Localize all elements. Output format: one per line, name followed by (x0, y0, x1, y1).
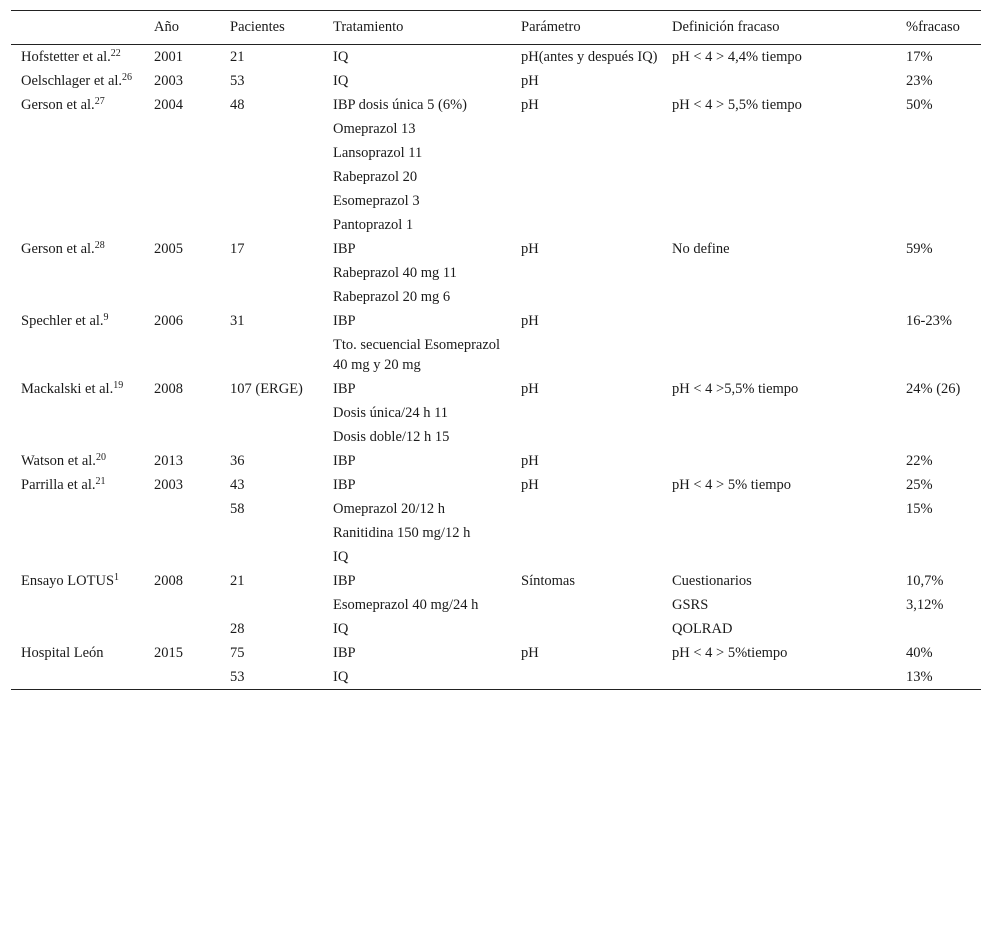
cell-failure-definition (662, 401, 896, 425)
cell-patients (220, 285, 323, 309)
cell-patients: 21 (230, 49, 245, 65)
cell-failure-definition (662, 665, 896, 690)
cell-parameter (511, 545, 662, 569)
cell-failure-percent: 25% (906, 477, 933, 493)
cell-parameter (511, 141, 662, 165)
cell-patients (220, 401, 323, 425)
cell-failure-definition (662, 213, 896, 237)
cell-failure-percent: 59% (906, 241, 933, 257)
table-row (11, 261, 981, 285)
table-body (11, 45, 981, 690)
cell-study: Hospital León (21, 645, 104, 661)
cell-failure-percent (896, 285, 981, 309)
table-row (11, 593, 981, 617)
cell-failure-definition: Cuestionarios (672, 573, 752, 589)
cell-treatment: Rabeprazol 20 mg 6 (333, 289, 451, 305)
table-row (11, 401, 981, 425)
cell-failure-percent: 10,7% (906, 573, 944, 589)
cell-parameter (511, 189, 662, 213)
cell-year: 2003 (154, 73, 183, 89)
cell-patients (220, 165, 323, 189)
header-year: Año (154, 19, 179, 35)
cell-treatment: Rabeprazol 40 mg 11 (333, 265, 457, 281)
cell-patients: 53 (230, 669, 245, 685)
cell-patients: 58 (230, 501, 245, 517)
reference-number: 9 (103, 312, 109, 323)
cell-parameter (511, 333, 662, 377)
cell-year (144, 141, 220, 165)
cell-failure-percent: 24% (26) (906, 381, 961, 397)
cell-failure-percent: 15% (906, 501, 933, 517)
header-parameter: Parámetro (521, 19, 581, 35)
cell-treatment: IQ (333, 621, 349, 637)
cell-treatment: Dosis doble/12 h 15 (333, 429, 450, 445)
table-row (11, 665, 981, 690)
cell-patients: 28 (230, 621, 245, 637)
cell-treatment: Esomeprazol 40 mg/24 h (333, 597, 479, 613)
cell-patients (220, 141, 323, 165)
cell-year: 2013 (154, 453, 183, 469)
table-row (11, 425, 981, 449)
cell-study (11, 593, 144, 617)
cell-parameter: pH (521, 453, 539, 469)
cell-treatment: IBP (333, 313, 356, 329)
cell-parameter: pH (521, 241, 539, 257)
cell-year: 2006 (154, 313, 183, 329)
cell-failure-definition (662, 521, 896, 545)
cell-year (144, 401, 220, 425)
cell-year (144, 521, 220, 545)
cell-failure-percent (896, 213, 981, 237)
cell-parameter (511, 593, 662, 617)
cell-year (144, 617, 220, 641)
table-row (11, 285, 981, 309)
cell-failure-definition (662, 425, 896, 449)
cell-treatment: Omeprazol 20/12 h (333, 501, 445, 517)
cell-year: 2015 (154, 645, 183, 661)
cell-year (144, 213, 220, 237)
cell-failure-percent: 22% (906, 453, 933, 469)
cell-failure-definition (662, 69, 896, 93)
cell-failure-percent: 23% (906, 73, 933, 89)
reference-number: 19 (113, 380, 124, 391)
cell-year: 2005 (154, 241, 183, 257)
table-row (11, 165, 981, 189)
cell-parameter: pH (521, 313, 539, 329)
cell-treatment: Rabeprazol 20 (333, 169, 418, 185)
cell-parameter (511, 213, 662, 237)
cell-year (144, 545, 220, 569)
table-row (11, 117, 981, 141)
reference-number: 1 (114, 572, 120, 583)
cell-failure-definition: pH < 4 >5,5% tiempo (672, 381, 799, 397)
cell-parameter (511, 285, 662, 309)
cell-failure-definition: No define (672, 241, 730, 257)
cell-parameter: pH (521, 97, 539, 113)
reference-number: 21 (95, 476, 106, 487)
cell-study: Hofstetter et al.$^{22}$ (21, 48, 121, 65)
cell-patients (220, 521, 323, 545)
cell-failure-percent (896, 617, 981, 641)
table-row (11, 521, 981, 545)
cell-failure-definition: QOLRAD (672, 621, 733, 637)
cell-year (144, 425, 220, 449)
cell-year (144, 497, 220, 521)
cell-treatment: IQ (333, 49, 349, 65)
table-row (11, 449, 981, 473)
cell-treatment: IQ (333, 549, 349, 565)
table-row (11, 641, 981, 665)
table-row (11, 69, 981, 93)
cell-patients: 48 (230, 97, 245, 113)
cell-study (11, 141, 144, 165)
cell-study: Ensayo LOTUS$^1$ (21, 572, 120, 589)
cell-study: Oelschlager et al.$^{26}$ (21, 72, 133, 89)
cell-patients: 21 (230, 573, 245, 589)
cell-parameter (511, 665, 662, 690)
cell-study (11, 117, 144, 141)
cell-study (11, 665, 144, 690)
cell-treatment: IBP (333, 381, 356, 397)
cell-parameter: pH (521, 73, 539, 89)
cell-failure-percent (896, 165, 981, 189)
cell-parameter (511, 425, 662, 449)
cell-failure-percent: 13% (906, 669, 933, 685)
table-row (11, 545, 981, 569)
cell-year (144, 117, 220, 141)
table-row (11, 141, 981, 165)
cell-year (144, 593, 220, 617)
cell-failure-percent (896, 141, 981, 165)
cell-patients (220, 425, 323, 449)
cell-parameter (511, 401, 662, 425)
cell-failure-percent (896, 545, 981, 569)
table-row (11, 617, 981, 641)
cell-patients (220, 189, 323, 213)
cell-parameter: pH(antes y después IQ) (521, 49, 658, 65)
cell-failure-definition: pH < 4 > 4,4% tiempo (672, 49, 802, 65)
cell-year: 2004 (154, 97, 183, 113)
cell-parameter (511, 117, 662, 141)
cell-year (144, 261, 220, 285)
reference-number: 20 (95, 452, 106, 463)
cell-failure-percent: 3,12% (906, 597, 944, 613)
cell-patients: 107 (ERGE) (230, 381, 303, 397)
cell-treatment: IBP dosis única 5 (6%) (333, 97, 467, 113)
header-row (11, 11, 981, 45)
reference-number: 28 (94, 240, 105, 251)
cell-treatment: IQ (333, 73, 349, 89)
cell-study (11, 333, 144, 377)
cell-year (144, 665, 220, 690)
cell-failure-definition (662, 497, 896, 521)
cell-parameter (511, 165, 662, 189)
header-failure-percent: %fracaso (906, 19, 960, 35)
cell-study (11, 545, 144, 569)
cell-study (11, 521, 144, 545)
cell-patients: 43 (230, 477, 245, 493)
cell-study (11, 165, 144, 189)
cell-patients (220, 117, 323, 141)
cell-parameter (511, 617, 662, 641)
cell-failure-definition (662, 285, 896, 309)
cell-patients: 31 (230, 313, 245, 329)
cell-treatment: Ranitidina 150 mg/12 h (333, 525, 471, 541)
table-row (11, 45, 981, 70)
cell-failure-percent (896, 117, 981, 141)
cell-patients (220, 213, 323, 237)
cell-treatment: IBP (333, 573, 356, 589)
cell-study: Gerson et al.$^{28}$ (21, 240, 105, 257)
cell-treatment: IBP (333, 477, 356, 493)
cell-year: 2003 (154, 477, 183, 493)
cell-failure-percent (896, 401, 981, 425)
cell-failure-definition (662, 189, 896, 213)
cell-failure-definition: pH < 4 > 5% tiempo (672, 477, 792, 493)
table-row (11, 473, 981, 497)
cell-failure-percent (896, 261, 981, 285)
cell-year: 2001 (154, 49, 183, 65)
table-row (11, 377, 981, 401)
cell-study (11, 617, 144, 641)
cell-parameter (511, 521, 662, 545)
cell-failure-percent (896, 521, 981, 545)
cell-study: Gerson et al.$^{27}$ (21, 96, 105, 113)
cell-failure-percent (896, 189, 981, 213)
cell-study: Mackalski et al.$^{19}$ (21, 380, 124, 397)
cell-year: 2008 (154, 381, 183, 397)
cell-failure-definition (662, 309, 896, 333)
cell-study (11, 285, 144, 309)
cell-treatment: IBP (333, 453, 356, 469)
cell-study (11, 189, 144, 213)
cell-treatment: Omeprazol 13 (333, 121, 416, 137)
table-row (11, 333, 981, 377)
cell-treatment: IBP (333, 241, 356, 257)
table-header (11, 11, 981, 45)
cell-failure-percent: 40% (906, 645, 933, 661)
cell-failure-definition (662, 165, 896, 189)
cell-failure-definition (662, 449, 896, 473)
cell-treatment: Dosis única/24 h 11 (333, 405, 449, 421)
cell-patients: 53 (230, 73, 245, 89)
cell-year: 2008 (154, 573, 183, 589)
cell-study: Spechler et al.$^9$ (21, 312, 109, 329)
cell-parameter: pH (521, 645, 539, 661)
cell-study: Watson et al.$^{20}$ (21, 452, 106, 469)
cell-failure-definition: pH < 4 > 5%tiempo (672, 645, 788, 661)
cell-parameter: pH (521, 477, 539, 493)
cell-treatment: IQ (333, 669, 349, 685)
cell-study (11, 213, 144, 237)
cell-parameter (511, 261, 662, 285)
table-row (11, 569, 981, 593)
header-study (11, 11, 144, 45)
cell-study (11, 401, 144, 425)
cell-patients: 75 (230, 645, 245, 661)
cell-treatment: IBP (333, 645, 356, 661)
cell-treatment: Pantoprazol 1 (333, 217, 414, 233)
cell-failure-percent: 16-23% (906, 313, 952, 329)
cell-treatment: Esomeprazol 3 (333, 193, 420, 209)
cell-failure-definition: GSRS (672, 597, 709, 613)
reference-number: 27 (94, 96, 105, 107)
cell-year (144, 333, 220, 377)
cell-year (144, 189, 220, 213)
table-row (11, 213, 981, 237)
reference-number: 22 (110, 48, 121, 59)
reference-number: 26 (122, 72, 133, 83)
cell-year (144, 165, 220, 189)
cell-failure-percent: 50% (906, 97, 933, 113)
cell-failure-percent (896, 425, 981, 449)
cell-failure-definition (662, 141, 896, 165)
cell-failure-percent: 17% (906, 49, 933, 65)
cell-failure-definition (662, 117, 896, 141)
cell-patients (220, 261, 323, 285)
header-failure-definition: Definición fracaso (672, 19, 780, 35)
cell-parameter (511, 497, 662, 521)
cell-failure-percent (896, 333, 981, 377)
cell-patients (220, 333, 323, 377)
cell-study (11, 261, 144, 285)
cell-patients: 36 (230, 453, 245, 469)
cell-year (144, 285, 220, 309)
cell-patients (220, 545, 323, 569)
cell-patients (220, 593, 323, 617)
cell-failure-definition (662, 333, 896, 377)
cell-treatment: Tto. secuencial Esomeprazol 40 mg y 20 mg (333, 337, 501, 373)
results-table (11, 10, 981, 690)
cell-study: Parrilla et al.$^{21}$ (21, 476, 106, 493)
table-row (11, 497, 981, 521)
cell-study (11, 497, 144, 521)
cell-study (11, 425, 144, 449)
cell-failure-definition (662, 261, 896, 285)
cell-parameter: Síntomas (521, 573, 575, 589)
cell-patients: 17 (230, 241, 245, 257)
table-row (11, 93, 981, 117)
cell-treatment: Lansoprazol 11 (333, 145, 423, 161)
cell-failure-definition (662, 545, 896, 569)
header-treatment: Tratamiento (333, 19, 404, 35)
cell-failure-definition: pH < 4 > 5,5% tiempo (672, 97, 802, 113)
table-row (11, 309, 981, 333)
cell-parameter: pH (521, 381, 539, 397)
table-row (11, 189, 981, 213)
header-patients: Pacientes (230, 19, 285, 35)
table-row (11, 237, 981, 261)
